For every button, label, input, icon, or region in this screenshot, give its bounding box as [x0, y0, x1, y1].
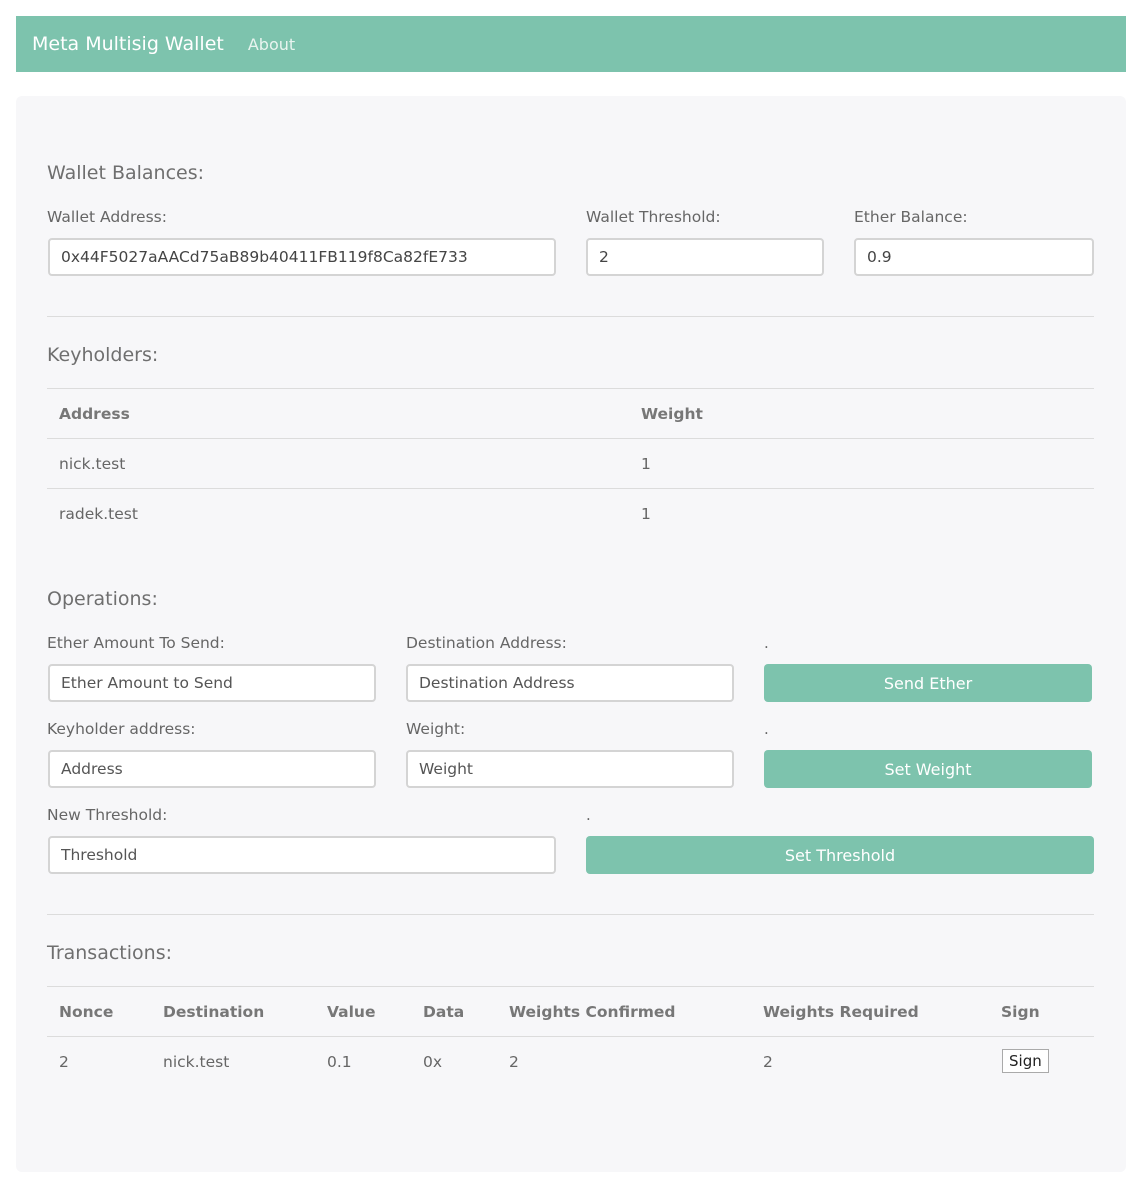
- keyholders-header-weight: Weight: [641, 405, 703, 423]
- wallet-address-label: Wallet Address:: [47, 208, 167, 226]
- destination-address-input-box: [406, 664, 734, 702]
- ether-balance-label: Ether Balance:: [854, 208, 968, 226]
- send-ether-button[interactable]: Send Ether: [764, 664, 1092, 702]
- navbar: [16, 16, 1126, 72]
- destination-address-input[interactable]: [419, 674, 721, 692]
- operations-title: Operations:: [47, 588, 158, 610]
- main-card: [16, 96, 1126, 1172]
- transactions-header-border: [47, 1036, 1094, 1037]
- tx-value-cell: 0.1: [327, 1053, 352, 1071]
- wallet-threshold-value: 2: [599, 248, 609, 266]
- keyholder-address-cell: nick.test: [59, 455, 126, 473]
- wallet-address-field[interactable]: [48, 238, 556, 276]
- keyholders-header-border: [47, 438, 1094, 439]
- tx-weights-required-cell: 2: [763, 1053, 773, 1071]
- tx-header-value: Value: [327, 1003, 376, 1021]
- tx-header-data: Data: [423, 1003, 465, 1021]
- wallet-address-value: 0x44F5027aAACd75aB89b40411FB119f8Ca82fE733: [61, 248, 468, 266]
- keyholder-weight-cell: 1: [641, 455, 651, 473]
- keyholder-address-input[interactable]: [61, 760, 363, 778]
- wallet-balances-title: Wallet Balances:: [47, 162, 205, 184]
- keyholders-header-address: Address: [59, 405, 130, 423]
- spacer-dot: .: [764, 634, 769, 652]
- tx-weights-confirmed-cell: 2: [509, 1053, 519, 1071]
- tx-data-cell: 0x: [423, 1053, 443, 1071]
- keyholders-title: Keyholders:: [47, 344, 159, 366]
- transactions-table-top-border: [47, 986, 1094, 987]
- spacer-dot: .: [586, 806, 591, 824]
- nav-about-link[interactable]: About: [247, 34, 296, 54]
- sign-button[interactable]: Sign: [1002, 1049, 1049, 1073]
- ether-amount-label: Ether Amount To Send:: [47, 634, 225, 652]
- row-divider: [47, 488, 1094, 489]
- divider: [47, 316, 1094, 317]
- ether-balance-field[interactable]: [854, 238, 1094, 276]
- keyholder-weight-cell: 1: [641, 505, 651, 523]
- spacer-dot: .: [764, 720, 769, 738]
- set-weight-button[interactable]: Set Weight: [764, 750, 1092, 788]
- keyholders-table-top-border: [47, 388, 1094, 389]
- set-threshold-button[interactable]: Set Threshold: [586, 836, 1094, 874]
- wallet-threshold-field[interactable]: [586, 238, 824, 276]
- tx-header-sign: Sign: [1001, 1003, 1040, 1021]
- divider: [47, 914, 1094, 915]
- threshold-input-box: [48, 836, 556, 874]
- keyholder-address-cell: radek.test: [59, 505, 138, 523]
- weight-input-box: [406, 750, 734, 788]
- transactions-title: Transactions:: [47, 942, 172, 964]
- tx-header-nonce: Nonce: [59, 1003, 114, 1021]
- wallet-threshold-label: Wallet Threshold:: [586, 208, 721, 226]
- ether-balance-value: 0.9: [867, 248, 892, 266]
- brand-link[interactable]: Meta Multisig Wallet: [32, 33, 224, 55]
- ether-amount-input-box: [48, 664, 376, 702]
- new-threshold-label: New Threshold:: [47, 806, 168, 824]
- weight-input[interactable]: [419, 760, 721, 778]
- keyholder-address-input-box: [48, 750, 376, 788]
- destination-address-label: Destination Address:: [406, 634, 567, 652]
- tx-header-weights-confirmed: Weights Confirmed: [509, 1003, 676, 1021]
- threshold-input[interactable]: [61, 846, 543, 864]
- ether-amount-input[interactable]: [61, 674, 363, 692]
- keyholder-address-label: Keyholder address:: [47, 720, 196, 738]
- tx-destination-cell: nick.test: [163, 1053, 230, 1071]
- tx-header-destination: Destination: [163, 1003, 265, 1021]
- weight-label: Weight:: [406, 720, 466, 738]
- tx-header-weights-required: Weights Required: [763, 1003, 919, 1021]
- tx-nonce-cell: 2: [59, 1053, 69, 1071]
